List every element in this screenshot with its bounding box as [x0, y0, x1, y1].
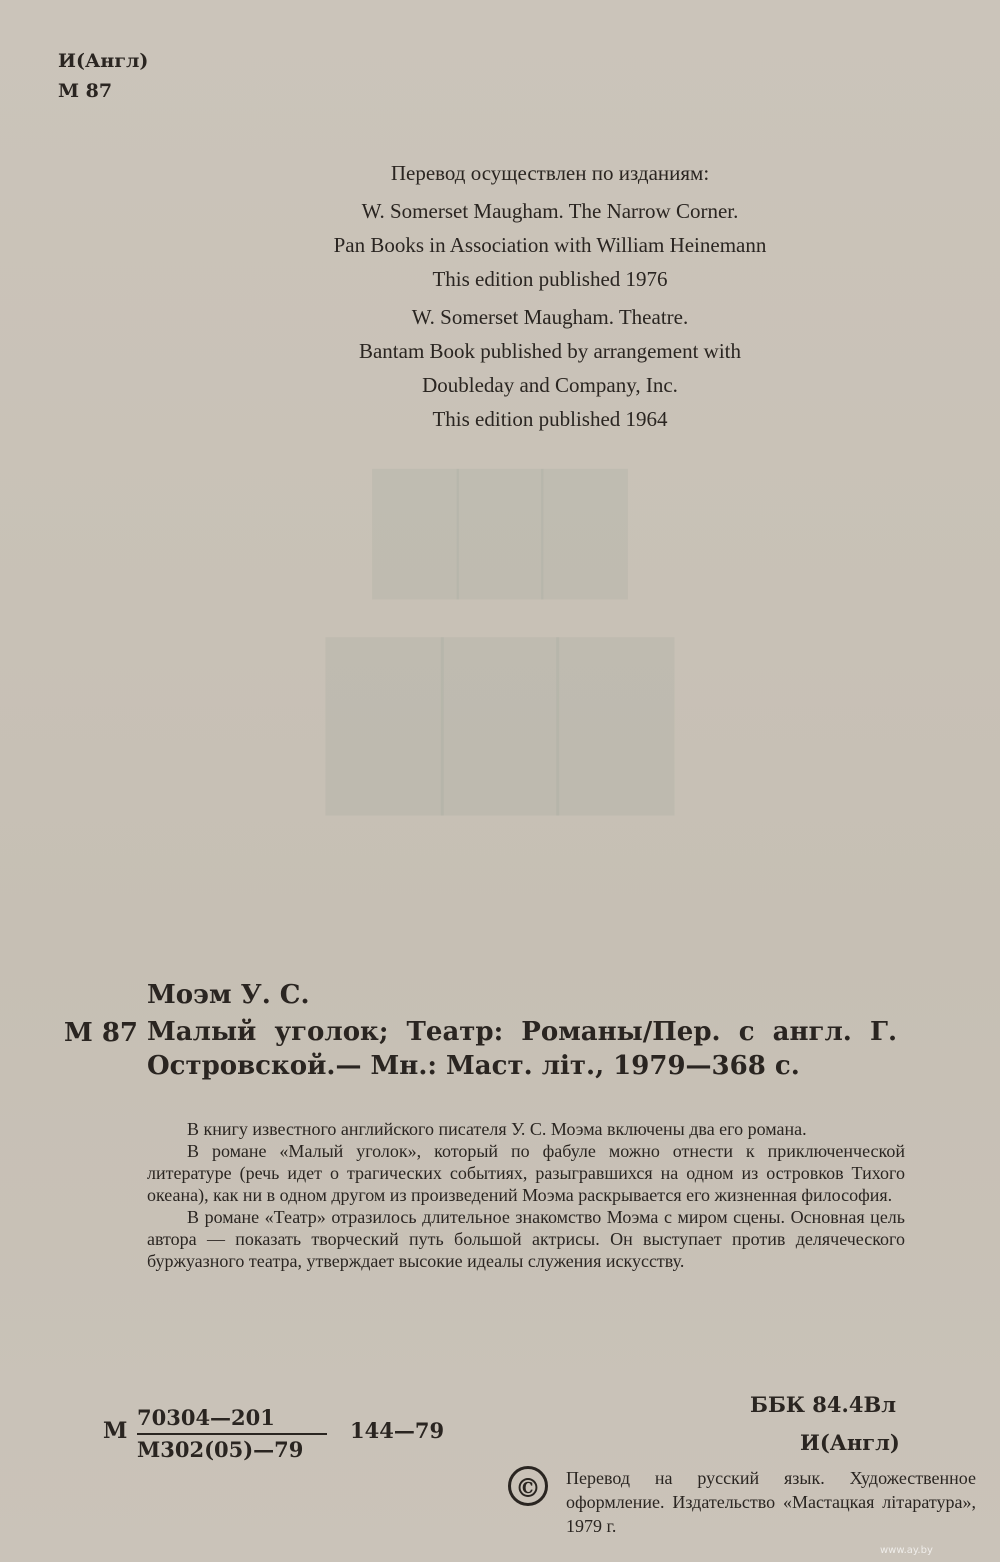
translation-heading: Перевод осуществлен по изданиям: — [390, 161, 710, 185]
annotation-paragraph: В романе «Театр» отразилось длительное знакомство Моэма с миром сцены. Основная цель автора — показать творческий путь большой актрисы. Он выступает против делячеческого буржуазного театра, утверждает высокие идеалы служения искусству. — [147, 1207, 905, 1271]
index-tail: 144—79 — [350, 1418, 445, 1443]
annotation-paragraph: В романе «Малый уголок», который по фабуле можно отнести к приключенческой литературе (речь идет о трагических событиях, разыгравшихся на одном из островков Тихого океана), как ни в одном другом из произведений Моэма раскрывается его жизненная философия. — [147, 1141, 905, 1205]
index-letter: М — [103, 1418, 128, 1444]
edition1-line: This edition published 1976 — [432, 267, 668, 291]
copyright-text: Перевод на русский язык. Художественное оформление. Издательство «Мастацкая літаратура», 1979 г. — [566, 1468, 976, 1536]
classification-code: М 87 — [58, 80, 113, 102]
bleed-through-shape: ███ — [326, 640, 674, 814]
edition2-line: This edition published 1964 — [432, 407, 668, 431]
edition1-line: Pan Books in Association with William Heinemann — [333, 233, 767, 257]
index-numerator: 70304—201 — [137, 1405, 275, 1430]
catalog-annotation — [147, 1118, 905, 1272]
catalog-code: М 87 — [64, 1018, 139, 1048]
catalog-author: Моэм У. С. — [147, 980, 310, 1010]
edition1-line: W. Somerset Maugham. The Narrow Corner. — [361, 199, 739, 223]
watermark: www.ay.by — [880, 1545, 933, 1556]
classification-top — [58, 46, 148, 106]
translation-note — [140, 156, 960, 436]
classification-index: И(Англ) — [58, 50, 149, 72]
bbk-code: ББК 84.4Вл — [750, 1392, 897, 1417]
classification-bottom: И(Англ) — [800, 1430, 900, 1455]
edition2-line: Doubleday and Company, Inc. — [422, 373, 678, 397]
fraction-bar — [137, 1433, 327, 1435]
bleed-through-shape: ███ — [373, 470, 627, 598]
index-denominator: М302(05)—79 — [137, 1437, 304, 1462]
copyright-icon: © — [508, 1466, 548, 1506]
edition2-line: W. Somerset Maugham. Theatre. — [411, 305, 689, 329]
catalog-title-line: Малый уголок; Театр: Романы/Пер. с англ. Г. Островской.— Мн.: Маст. літ., 1979—368 с. — [147, 1017, 897, 1081]
edition2-line: Bantam Book published by arrangement with — [358, 339, 741, 363]
annotation-paragraph: В книгу известного английского писателя У. С. Моэма включены два его романа. — [187, 1119, 807, 1139]
